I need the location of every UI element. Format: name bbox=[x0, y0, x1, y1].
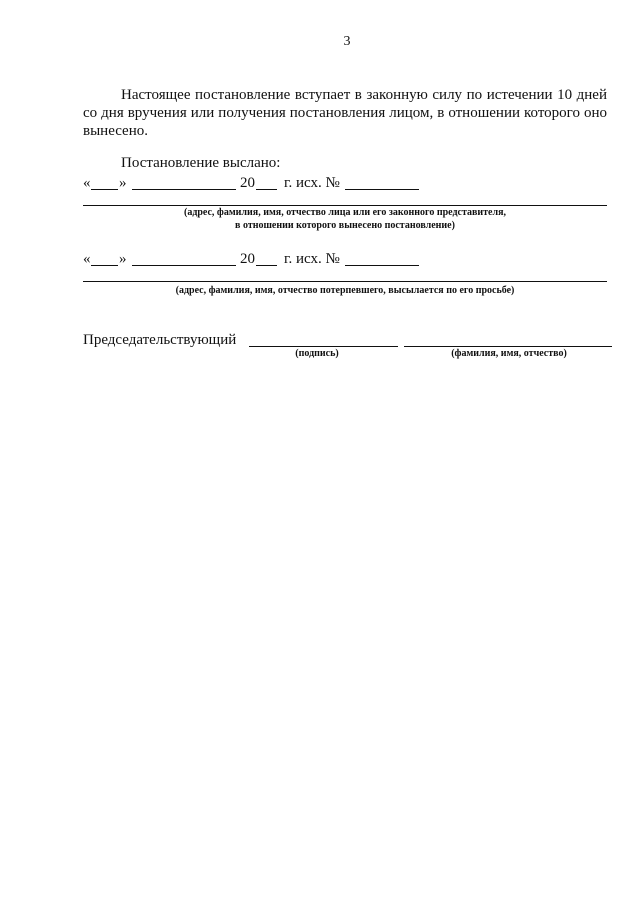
year-prefix: 20 bbox=[240, 251, 255, 267]
recipient-address-line bbox=[83, 205, 607, 206]
open-quote: « bbox=[83, 175, 91, 191]
month-blank bbox=[132, 174, 236, 190]
year-blank bbox=[256, 174, 277, 190]
recipient-address-caption-line-1: (адрес, фамилия, имя, отчество лица или его законного представителя, bbox=[183, 207, 507, 218]
effective-clause-line-1: Настоящее постановление вступает в законную силу по истечении 10 дней bbox=[121, 87, 607, 103]
open-quote: « bbox=[83, 251, 91, 267]
victim-address-caption: (адрес, фамилия, имя, отчество потерпевшего, высылается по его просьбе) bbox=[175, 285, 515, 296]
day-blank bbox=[91, 174, 118, 190]
year-prefix: 20 bbox=[240, 175, 255, 191]
outgoing-number-blank bbox=[345, 174, 419, 190]
effective-clause-line-2: со дня вручения или получения постановления лицом, в отношении которого оно bbox=[83, 105, 607, 121]
recipient-address-caption-line-2: в отношении которого вынесено постановление) bbox=[235, 220, 455, 231]
chairperson-label: Председательствующий bbox=[83, 332, 237, 348]
outgoing-number-label: г. исх. № bbox=[284, 175, 340, 191]
year-blank bbox=[256, 250, 277, 266]
dispatch-label: Постановление выслано: bbox=[121, 155, 281, 171]
close-quote: » bbox=[119, 251, 127, 267]
page-number: 3 bbox=[343, 34, 351, 49]
outgoing-number-label: г. исх. № bbox=[284, 251, 340, 267]
full-name-caption: (фамилия, имя, отчество) bbox=[451, 348, 567, 359]
month-blank bbox=[132, 250, 236, 266]
day-blank bbox=[91, 250, 118, 266]
signature-caption: (подпись) bbox=[295, 348, 339, 359]
effective-clause-line-3: вынесено. bbox=[83, 123, 148, 139]
victim-address-line bbox=[83, 281, 607, 282]
close-quote: » bbox=[119, 175, 127, 191]
signature-blank bbox=[249, 331, 398, 347]
outgoing-number-blank bbox=[345, 250, 419, 266]
full-name-blank bbox=[404, 331, 612, 347]
